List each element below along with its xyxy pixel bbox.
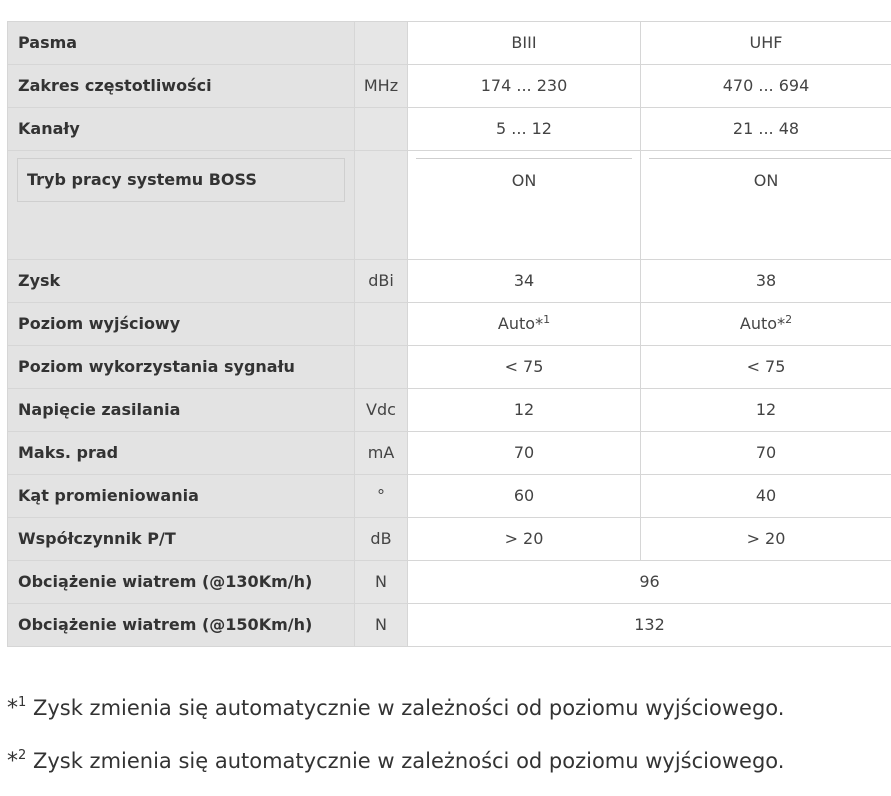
table-row <box>8 108 891 151</box>
row-unit <box>355 22 408 65</box>
row-label: Poziom wykorzystania sygnału <box>8 346 355 389</box>
row-value-uhf: ON <box>641 171 891 191</box>
table-row <box>8 22 891 65</box>
row-value-biii: 60 <box>408 475 641 518</box>
row-value-biii: Auto* <box>498 314 543 333</box>
row-label: Maks. prad <box>8 432 355 475</box>
row-label: Współczynnik P/T <box>8 518 355 561</box>
row-value-uhf: 21 ... 48 <box>641 108 891 151</box>
row-value-merged: 96 <box>408 561 891 604</box>
row-label: Zakres częstotliwości <box>8 65 355 108</box>
row-unit: N <box>355 604 408 647</box>
row-value-biii: ON <box>408 171 640 191</box>
row-value-biii: < 75 <box>408 346 641 389</box>
row-label: Obciążenie wiatrem (@150Km/h) <box>8 604 355 647</box>
footnote-number: 2 <box>18 748 26 763</box>
row-value-biii: 12 <box>408 389 641 432</box>
row-label: Obciążenie wiatrem (@130Km/h) <box>8 561 355 604</box>
row-value-biii: 5 ... 12 <box>408 108 641 151</box>
row-unit <box>355 346 408 389</box>
footnote-number: 1 <box>18 695 26 710</box>
row-value-uhf: < 75 <box>641 346 891 389</box>
footnote-ref: 2 <box>785 313 792 326</box>
table-row <box>8 260 891 303</box>
row-value-uhf: Auto* <box>740 314 785 333</box>
row-value-biii: 34 <box>408 260 641 303</box>
table-row-boss <box>8 151 891 260</box>
row-value-biii: 174 ... 230 <box>408 65 641 108</box>
row-unit: Vdc <box>355 389 408 432</box>
table-row <box>8 389 891 432</box>
table-row <box>8 346 891 389</box>
footnote-marker: * <box>7 749 18 774</box>
row-label: Zysk <box>8 260 355 303</box>
row-value-uhf: 38 <box>641 260 891 303</box>
row-value-biii: BIII <box>408 22 641 65</box>
boss-label-cell <box>8 151 355 260</box>
row-label: Napięcie zasilania <box>8 389 355 432</box>
row-value-uhf: > 20 <box>641 518 891 561</box>
row-unit: dBi <box>355 260 408 303</box>
row-value-biii: 70 <box>408 432 641 475</box>
table-row <box>8 432 891 475</box>
footnote-ref: 1 <box>543 313 550 326</box>
row-unit: mA <box>355 432 408 475</box>
table-row <box>8 604 891 647</box>
footnote-text: Zysk zmienia się automatycznie w zależności od poziomu wyjściowego. <box>26 696 784 720</box>
table-row <box>8 65 891 108</box>
row-value-uhf-cell <box>641 303 891 346</box>
table-row <box>8 561 891 604</box>
row-value-uhf: 70 <box>641 432 891 475</box>
row-label: Kanały <box>8 108 355 151</box>
row-unit: MHz <box>355 65 408 108</box>
row-label: Tryb pracy systemu BOSS <box>17 158 345 202</box>
row-label: Poziom wyjściowy <box>8 303 355 346</box>
row-label: Kąt promieniowania <box>8 475 355 518</box>
footnote-marker: * <box>7 696 18 721</box>
footnotes <box>7 690 784 796</box>
row-unit: ° <box>355 475 408 518</box>
row-value-merged: 132 <box>408 604 891 647</box>
row-value-uhf: 12 <box>641 389 891 432</box>
row-value-uhf: 40 <box>641 475 891 518</box>
footnote-text: Zysk zmienia się automatycznie w zależności od poziomu wyjściowego. <box>26 749 784 773</box>
row-value-uhf: UHF <box>641 22 891 65</box>
row-unit: N <box>355 561 408 604</box>
table-row <box>8 518 891 561</box>
footnote <box>7 743 784 779</box>
row-unit: dB <box>355 518 408 561</box>
spec-table <box>7 21 891 647</box>
row-value-biii: > 20 <box>408 518 641 561</box>
row-unit <box>355 303 408 346</box>
row-unit <box>355 151 408 260</box>
row-value-biii-cell <box>408 303 641 346</box>
row-value-uhf: 470 ... 694 <box>641 65 891 108</box>
footnote <box>7 690 784 726</box>
table-row <box>8 475 891 518</box>
row-unit <box>355 108 408 151</box>
row-value-biii-cell <box>408 151 641 260</box>
row-value-uhf-cell <box>641 151 891 260</box>
table-row <box>8 303 891 346</box>
row-label: Pasma <box>8 22 355 65</box>
